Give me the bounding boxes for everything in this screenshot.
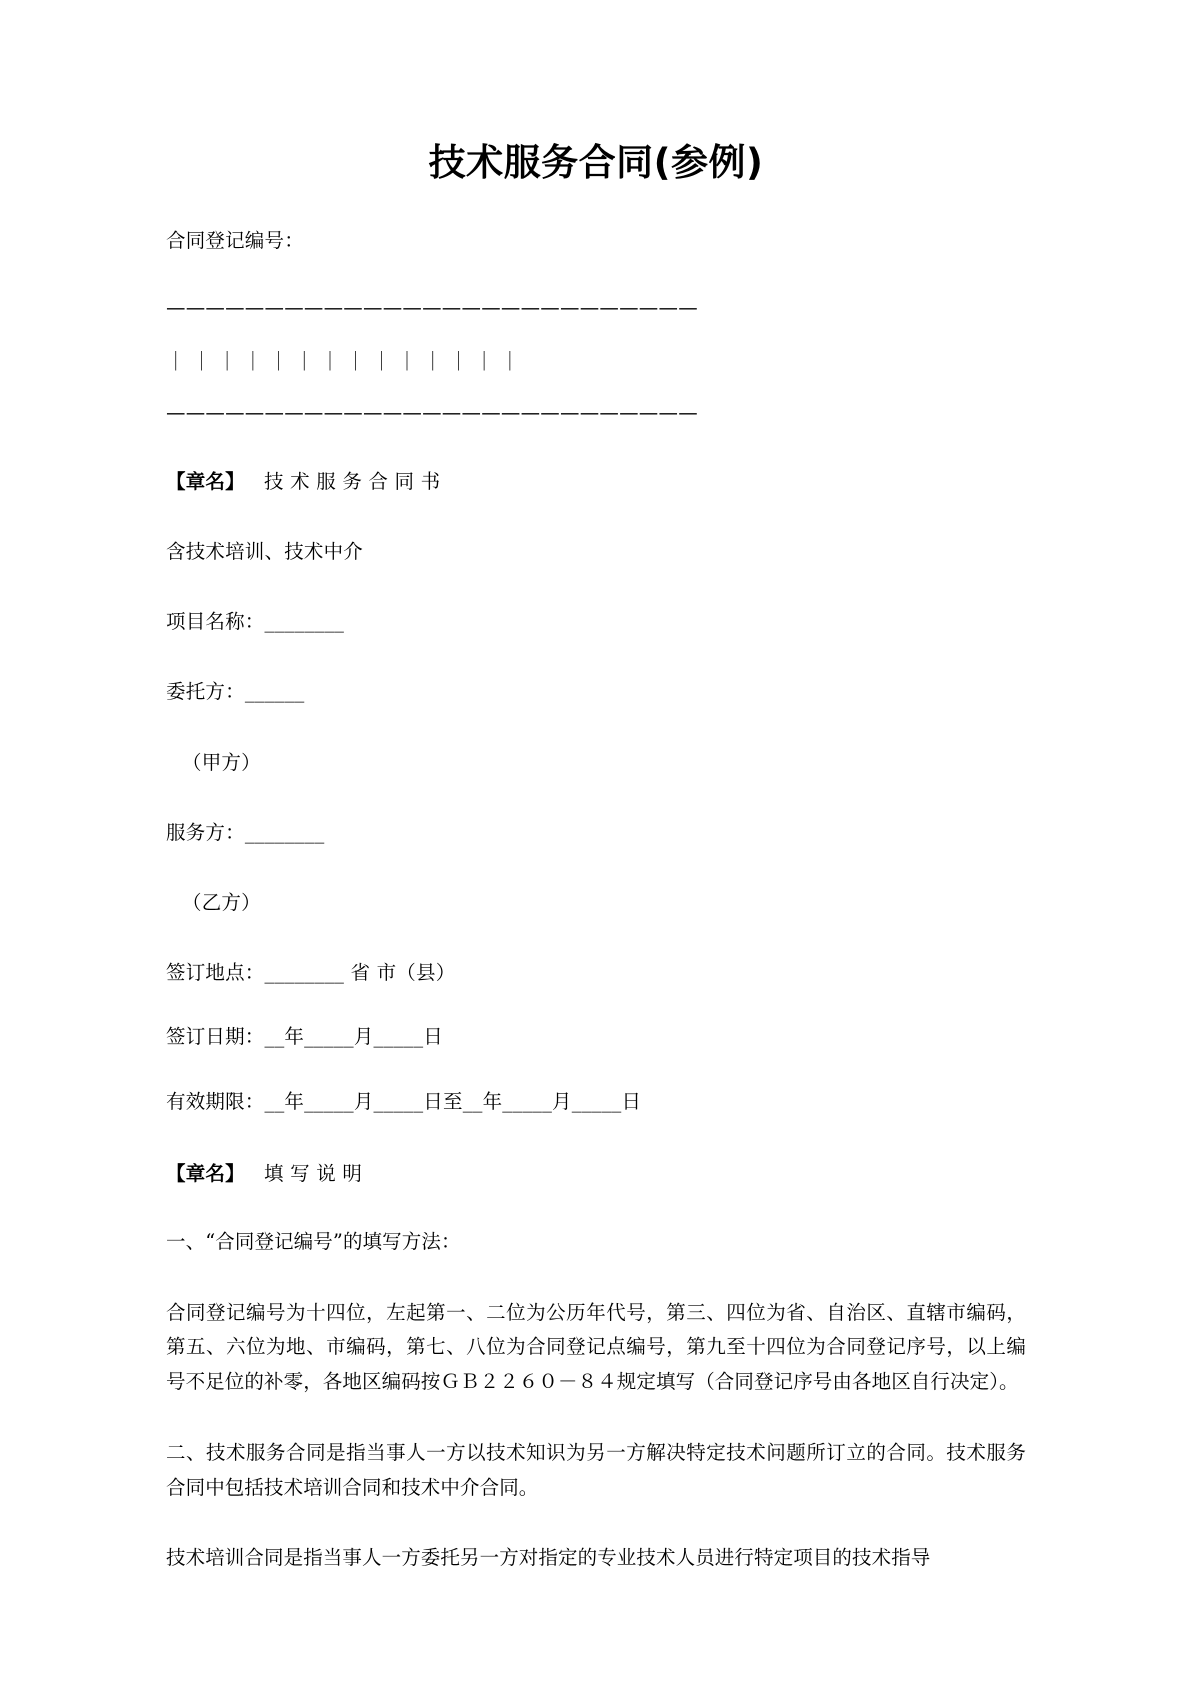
dashed-rule-bottom: ——————————————————————————— xyxy=(166,401,698,425)
field-project-name xyxy=(166,567,1026,637)
field-client-label: 委托方： xyxy=(166,680,245,704)
field-valid-period[interactable]: 有效期限：__年_____月_____日至__年_____月_____日 xyxy=(166,1089,642,1113)
instruction-item-2-continued: 技术培训合同是指当事人一方委托另一方对指定的专业技术人员进行特定项目的技术指导 xyxy=(166,1546,931,1570)
page-title: 技术服务合同(参例) xyxy=(428,141,764,184)
field-party-b-note: （乙方） xyxy=(182,890,261,914)
document-content xyxy=(166,0,1026,1576)
field-party-a-note: （甲方） xyxy=(182,750,261,774)
chapter-title-instructions: 填 写 说 明 xyxy=(264,1161,363,1185)
field-project-name-label: 项目名称： xyxy=(166,610,265,634)
chapter-heading-contract xyxy=(166,425,1026,497)
field-provider xyxy=(166,778,1026,848)
dashed-rule-top: ——————————————————————————— xyxy=(166,296,698,320)
field-project-name-blank[interactable]: ________ xyxy=(264,610,345,634)
chapter-marker-instructions: 【章名】 xyxy=(166,1161,245,1185)
contract-subtitle: 含技术培训、技术中介 xyxy=(166,539,364,563)
instruction-item-1-heading: 一、“合同登记编号”的填写方法： xyxy=(166,1230,461,1254)
field-provider-label: 服务方： xyxy=(166,820,245,844)
instruction-item-1-body: 合同登记编号为十四位，左起第一、二位为公历年代号，第三、四位为省、自治区、直辖市编码，第五、六位为地、市编码，第七、八位为合同登记点编号，第九至十四位为合同登记序号，以上编号不足位的补零，各地区编码按ＧＢ２２６０－８４规定填写（合同登记序号由各地区自行决定）。 xyxy=(166,1300,1026,1394)
field-client-blank[interactable]: ______ xyxy=(244,680,305,704)
field-signing-place[interactable]: 签订地点：________ 省 市（县） xyxy=(166,961,456,985)
field-client xyxy=(166,637,1026,707)
field-provider-blank[interactable]: ________ xyxy=(244,820,325,844)
chapter-marker: 【章名】 xyxy=(166,469,245,493)
field-signing-date[interactable]: 签订日期：__年_____月_____日 xyxy=(166,1025,444,1049)
contract-number-label: 合同登记编号： xyxy=(166,229,304,253)
instruction-item-2-body: 二、技术服务合同是指当事人一方以技术知识为另一方解决特定技术问题所订立的合同。技术服务合同中包括技术培训合同和技术中介合同。 xyxy=(166,1440,1026,1499)
chapter-heading-instructions xyxy=(166,1117,1026,1189)
chapter-title-contract: 技 术 服 务 合 同 书 xyxy=(264,469,441,493)
digit-cell-bars: ｜ ｜ ｜ ｜ ｜ ｜ ｜ ｜ ｜ ｜ ｜ ｜ ｜ ｜ xyxy=(166,349,520,373)
